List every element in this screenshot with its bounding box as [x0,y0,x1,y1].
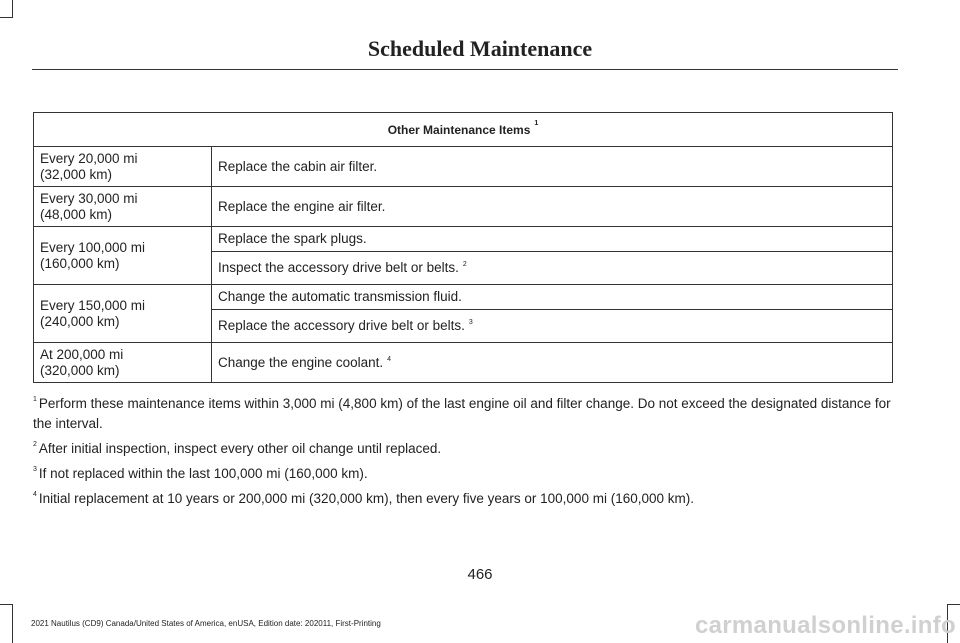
footnote-number: 4 [33,491,37,498]
task-cell [212,252,893,285]
task-text: Change the automatic transmission fluid. [218,289,462,304]
maintenance-table [33,112,893,383]
task-text: Replace the accessory drive belt or belts. [218,318,465,333]
interval-cell [34,227,212,285]
interval-miles: Every 20,000 mi [40,150,138,166]
footnote-text: If not replaced within the last 100,000 mi (160,000 km). [38,466,368,481]
interval-km: (48,000 km) [40,206,113,222]
footnote-ref: 4 [387,355,392,363]
table-row [34,187,893,227]
task-text: Replace the engine air filter. [218,198,386,214]
interval-km: (320,000 km) [40,362,120,378]
table-row [34,227,893,252]
interval-miles: Every 150,000 mi [40,297,146,313]
interval-cell [34,285,212,343]
table-heading-text: Other Maintenance Items [387,122,531,137]
footnote-text: Perform these maintenance items within 3,000 mi (4,800 km) of the last engine oil and filter change. Do not exceed the designated distance for the interval. [33,396,891,431]
interval-miles: At 200,000 mi [40,346,124,362]
footnote [33,439,897,459]
footnote [33,464,897,484]
crop-mark [12,0,13,18]
table-row [34,285,893,310]
table-heading [34,113,893,147]
interval-cell [34,343,212,383]
interval-miles: Every 30,000 mi [40,190,138,206]
footnote-number: 1 [33,396,37,403]
page-title: Scheduled Maintenance [367,36,593,61]
footnote-number: 2 [33,441,37,448]
table-row [34,147,893,187]
task-text: Replace the spark plugs. [218,231,367,246]
interval-cell [34,187,212,227]
footnote [33,394,897,434]
interval-km: (240,000 km) [40,313,120,329]
crop-mark [947,604,960,605]
page-number: 466 [467,566,493,583]
footnote [33,489,897,509]
footnote-text: After initial inspection, inspect every other oil change until replaced. [38,441,442,456]
task-cell [212,310,893,343]
task-text: Inspect the accessory drive belt or belts. [218,260,459,275]
watermark: carmanualsonline.info [694,612,956,639]
task-cell [212,147,893,187]
footnote-ref: 3 [468,319,473,326]
footnote-ref: 1 [534,119,539,127]
footnote-number: 3 [33,466,37,473]
crop-mark [0,17,12,18]
interval-km: (32,000 km) [40,166,113,182]
footnotes [33,394,897,514]
task-cell [212,227,893,252]
task-cell [212,343,893,383]
task-text: Replace the cabin air filter. [218,158,378,174]
interval-km: (160,000 km) [40,255,120,271]
task-cell [212,285,893,310]
table-row [34,343,893,383]
crop-mark [0,604,12,605]
footnote-ref: 2 [462,261,467,268]
interval-miles: Every 100,000 mi [40,239,146,255]
task-cell [212,187,893,227]
interval-cell [34,147,212,187]
crop-mark [12,604,13,643]
edition-footer: 2021 Nautilus (CD9) Canada/United States of America, enUSA, Edition date: 202011, First-Printing [31,619,381,628]
title-divider [32,69,898,70]
task-text: Change the engine coolant. [218,354,384,370]
footnote-text: Initial replacement at 10 years or 200,000 mi (320,000 km), then every five years or 100,000 mi (160,000 km). [38,491,694,506]
